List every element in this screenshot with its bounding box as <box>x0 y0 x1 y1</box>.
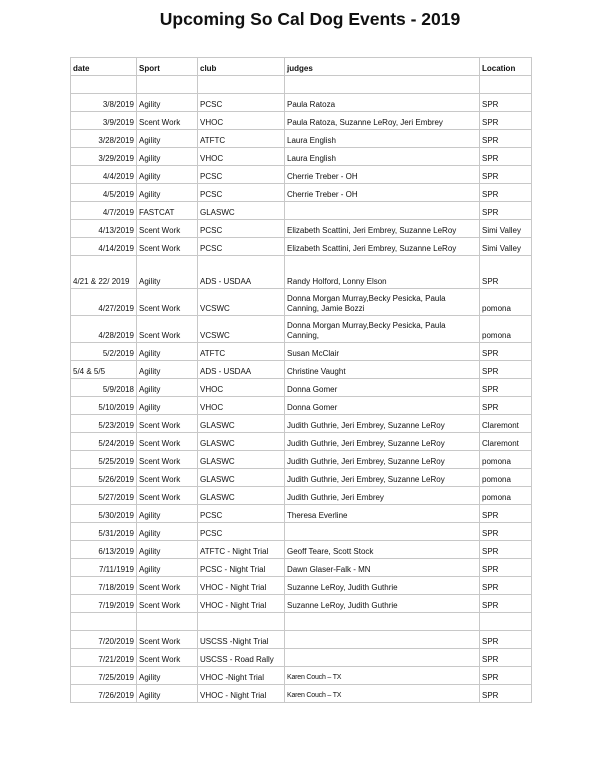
table-row <box>71 631 532 649</box>
event-location: SPR <box>480 112 532 130</box>
column-header-date: date <box>71 58 137 76</box>
column-header-location: Location <box>480 58 532 76</box>
event-judges: Karen Couch – TX <box>285 667 480 685</box>
event-sport: Agility <box>137 166 198 184</box>
event-date: 4/27/2019 <box>71 289 137 316</box>
event-judges: Cherrie Treber - OH <box>285 184 480 202</box>
event-club: VHOC -Night Trial <box>198 667 285 685</box>
table-row <box>71 220 532 238</box>
event-date: 5/31/2019 <box>71 523 137 541</box>
event-sport: Scent Work <box>137 451 198 469</box>
table-row <box>71 76 532 94</box>
event-club: ATFTC <box>198 343 285 361</box>
event-date: 5/24/2019 <box>71 433 137 451</box>
event-location: SPR <box>480 361 532 379</box>
event-date: 5/26/2019 <box>71 469 137 487</box>
event-club: VCSWC <box>198 316 285 343</box>
event-location: pomona <box>480 451 532 469</box>
event-date: 5/9/2018 <box>71 379 137 397</box>
event-club: PCSC <box>198 505 285 523</box>
event-sport <box>137 76 198 94</box>
table-row <box>71 397 532 415</box>
event-date: 7/20/2019 <box>71 631 137 649</box>
event-judges: Donna Morgan Murray,Becky Pesicka, Paula Canning, Jamie Bozzi <box>285 289 480 316</box>
table-row <box>71 289 532 316</box>
table-row <box>71 166 532 184</box>
event-date: 7/19/2019 <box>71 595 137 613</box>
event-location: pomona <box>480 469 532 487</box>
event-date: 7/25/2019 <box>71 667 137 685</box>
event-judges: Karen Couch – TX <box>285 685 480 703</box>
event-date: 5/25/2019 <box>71 451 137 469</box>
event-date: 4/14/2019 <box>71 238 137 256</box>
event-club: PCSC <box>198 238 285 256</box>
event-date: 3/29/2019 <box>71 148 137 166</box>
event-judges: Judith Guthrie, Jeri Embrey, Suzanne LeRoy <box>285 469 480 487</box>
event-sport: Agility <box>137 541 198 559</box>
event-location: SPR <box>480 256 532 289</box>
event-club: USCSS -Night Trial <box>198 631 285 649</box>
event-judges: Elizabeth Scattini, Jeri Embrey, Suzanne LeRoy <box>285 220 480 238</box>
event-location: Claremont <box>480 433 532 451</box>
event-club: PCSC <box>198 523 285 541</box>
table-row <box>71 94 532 112</box>
event-club: ATFTC - Night Trial <box>198 541 285 559</box>
event-judges: Dawn Glaser-Falk - MN <box>285 559 480 577</box>
event-sport: Scent Work <box>137 289 198 316</box>
event-club: GLASWC <box>198 487 285 505</box>
table-row <box>71 316 532 343</box>
event-club <box>198 613 285 631</box>
table-row <box>71 487 532 505</box>
event-date: 4/28/2019 <box>71 316 137 343</box>
table-row <box>71 184 532 202</box>
event-judges: Donna Morgan Murray,Becky Pesicka, Paula Canning, <box>285 316 480 343</box>
event-club: VHOC - Night Trial <box>198 577 285 595</box>
page-title: Upcoming So Cal Dog Events - 2019 <box>159 9 461 29</box>
event-judges: Judith Guthrie, Jeri Embrey, Suzanne LeRoy <box>285 415 480 433</box>
event-location: SPR <box>480 379 532 397</box>
table-row <box>71 238 532 256</box>
table-row <box>71 343 532 361</box>
event-sport: Agility <box>137 523 198 541</box>
event-sport: Scent Work <box>137 469 198 487</box>
table-header-row <box>71 58 532 76</box>
event-club: USCSS - Road Rally <box>198 649 285 667</box>
event-location: SPR <box>480 523 532 541</box>
event-club: ADS - USDAA <box>198 361 285 379</box>
event-date: 4/21 & 22/ 2019 <box>71 256 137 289</box>
table-row <box>71 523 532 541</box>
events-table <box>70 57 532 703</box>
event-location: SPR <box>480 649 532 667</box>
event-date: 4/5/2019 <box>71 184 137 202</box>
table-row <box>71 613 532 631</box>
event-location: SPR <box>480 184 532 202</box>
event-location: SPR <box>480 595 532 613</box>
event-judges <box>285 202 480 220</box>
event-sport: Agility <box>137 397 198 415</box>
event-date: 5/30/2019 <box>71 505 137 523</box>
event-location: pomona <box>480 316 532 343</box>
event-club: VCSWC <box>198 289 285 316</box>
event-club: GLASWC <box>198 415 285 433</box>
event-date: 3/9/2019 <box>71 112 137 130</box>
event-sport: Agility <box>137 505 198 523</box>
event-date: 7/18/2019 <box>71 577 137 595</box>
event-date: 7/26/2019 <box>71 685 137 703</box>
table-row <box>71 361 532 379</box>
event-judges: Judith Guthrie, Jeri Embrey <box>285 487 480 505</box>
event-location: pomona <box>480 289 532 316</box>
event-location: Claremont <box>480 415 532 433</box>
event-date: 3/8/2019 <box>71 94 137 112</box>
event-location: SPR <box>480 685 532 703</box>
event-club: GLASWC <box>198 451 285 469</box>
event-judges: Theresa Everline <box>285 505 480 523</box>
event-club: ATFTC <box>198 130 285 148</box>
table-row <box>71 379 532 397</box>
event-club: PCSC - Night Trial <box>198 559 285 577</box>
event-date: 3/28/2019 <box>71 130 137 148</box>
event-location: SPR <box>480 130 532 148</box>
event-sport: Agility <box>137 94 198 112</box>
event-location <box>480 613 532 631</box>
event-judges: Randy Holford, Lonny Elson <box>285 256 480 289</box>
event-club <box>198 76 285 94</box>
event-sport: Scent Work <box>137 487 198 505</box>
event-sport: Agility <box>137 184 198 202</box>
event-club: VHOC - Night Trial <box>198 595 285 613</box>
event-date <box>71 76 137 94</box>
event-judges: Laura English <box>285 130 480 148</box>
event-date <box>71 613 137 631</box>
event-sport: Scent Work <box>137 649 198 667</box>
event-club: GLASWC <box>198 202 285 220</box>
event-club: PCSC <box>198 166 285 184</box>
event-date: 5/4 & 5/5 <box>71 361 137 379</box>
event-date: 5/27/2019 <box>71 487 137 505</box>
event-location: SPR <box>480 667 532 685</box>
event-judges <box>285 649 480 667</box>
table-row <box>71 202 532 220</box>
event-club: VHOC <box>198 112 285 130</box>
event-club: VHOC <box>198 148 285 166</box>
table-row <box>71 685 532 703</box>
table-row <box>71 649 532 667</box>
event-location: SPR <box>480 343 532 361</box>
event-judges: Susan McClair <box>285 343 480 361</box>
event-club: PCSC <box>198 94 285 112</box>
event-sport <box>137 613 198 631</box>
event-location: SPR <box>480 202 532 220</box>
event-club: VHOC - Night Trial <box>198 685 285 703</box>
event-judges: Laura English <box>285 148 480 166</box>
event-club: VHOC <box>198 379 285 397</box>
event-date: 5/10/2019 <box>71 397 137 415</box>
event-sport: Scent Work <box>137 220 198 238</box>
event-club: PCSC <box>198 184 285 202</box>
event-date: 6/13/2019 <box>71 541 137 559</box>
table-row <box>71 130 532 148</box>
table-row <box>71 505 532 523</box>
event-date: 5/23/2019 <box>71 415 137 433</box>
event-location: SPR <box>480 397 532 415</box>
event-location: SPR <box>480 577 532 595</box>
event-location: SPR <box>480 559 532 577</box>
table-row <box>71 256 532 289</box>
table-row <box>71 433 532 451</box>
event-date: 4/13/2019 <box>71 220 137 238</box>
event-sport: Scent Work <box>137 112 198 130</box>
table-row <box>71 667 532 685</box>
event-judges <box>285 613 480 631</box>
column-header-club: club <box>198 58 285 76</box>
event-sport: Scent Work <box>137 631 198 649</box>
event-sport: Agility <box>137 685 198 703</box>
event-club: GLASWC <box>198 469 285 487</box>
event-sport: Agility <box>137 148 198 166</box>
event-judges: Suzanne LeRoy, Judith Guthrie <box>285 595 480 613</box>
event-sport: Agility <box>137 256 198 289</box>
table-row <box>71 451 532 469</box>
event-sport: Agility <box>137 361 198 379</box>
event-location: SPR <box>480 94 532 112</box>
event-sport: Scent Work <box>137 595 198 613</box>
event-sport: Agility <box>137 130 198 148</box>
event-sport: Scent Work <box>137 577 198 595</box>
event-club: ADS - USDAA <box>198 256 285 289</box>
column-header-judges: judges <box>285 58 480 76</box>
event-judges <box>285 523 480 541</box>
event-sport: FASTCAT <box>137 202 198 220</box>
event-location <box>480 76 532 94</box>
table-row <box>71 112 532 130</box>
event-sport: Agility <box>137 559 198 577</box>
event-date: 7/21/2019 <box>71 649 137 667</box>
event-judges: Elizabeth Scattini, Jeri Embrey, Suzanne LeRoy <box>285 238 480 256</box>
event-judges: Suzanne LeRoy, Judith Guthrie <box>285 577 480 595</box>
event-sport: Scent Work <box>137 415 198 433</box>
table-row <box>71 415 532 433</box>
table-row <box>71 577 532 595</box>
event-sport: Agility <box>137 379 198 397</box>
event-location: SPR <box>480 505 532 523</box>
event-judges: Donna Gomer <box>285 379 480 397</box>
event-judges: Paula Ratoza, Suzanne LeRoy, Jeri Embrey <box>285 112 480 130</box>
event-sport: Scent Work <box>137 316 198 343</box>
event-judges: Cherrie Treber - OH <box>285 166 480 184</box>
event-club: PCSC <box>198 220 285 238</box>
event-judges: Christine Vaught <box>285 361 480 379</box>
event-sport: Agility <box>137 343 198 361</box>
event-date: 4/4/2019 <box>71 166 137 184</box>
event-judges: Donna Gomer <box>285 397 480 415</box>
event-sport: Scent Work <box>137 433 198 451</box>
event-club: GLASWC <box>198 433 285 451</box>
event-sport: Scent Work <box>137 238 198 256</box>
event-sport: Agility <box>137 667 198 685</box>
table-row <box>71 595 532 613</box>
event-club: VHOC <box>198 397 285 415</box>
event-date: 4/7/2019 <box>71 202 137 220</box>
event-location: SPR <box>480 541 532 559</box>
event-judges: Geoff Teare, Scott Stock <box>285 541 480 559</box>
event-location: SPR <box>480 148 532 166</box>
event-location: SPR <box>480 631 532 649</box>
event-judges: Judith Guthrie, Jeri Embrey, Suzanne LeRoy <box>285 433 480 451</box>
event-judges <box>285 631 480 649</box>
event-date: 7/11/1919 <box>71 559 137 577</box>
event-judges: Paula Ratoza <box>285 94 480 112</box>
event-location: Simi Valley <box>480 238 532 256</box>
event-date: 5/2/2019 <box>71 343 137 361</box>
event-judges <box>285 76 480 94</box>
table-row <box>71 148 532 166</box>
event-location: SPR <box>480 166 532 184</box>
event-location: Simi Valley <box>480 220 532 238</box>
table-row <box>71 541 532 559</box>
event-location: pomona <box>480 487 532 505</box>
column-header-sport: Sport <box>137 58 198 76</box>
table-row <box>71 559 532 577</box>
table-row <box>71 469 532 487</box>
event-judges: Judith Guthrie, Jeri Embrey, Suzanne LeRoy <box>285 451 480 469</box>
